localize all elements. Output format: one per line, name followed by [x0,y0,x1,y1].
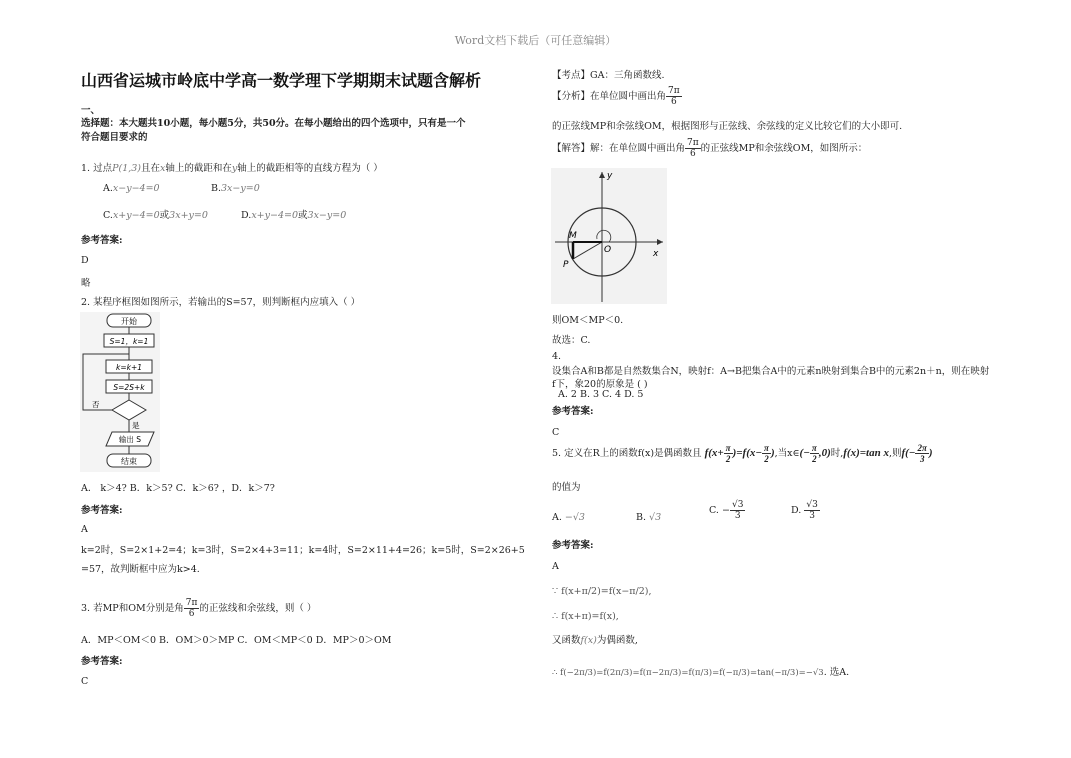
flow-step2: S=2S+k [113,383,145,392]
q5-option-b: B. √3 [636,512,662,523]
q2-explain-line1: k=2时，S=2×1+2=4；k=3时，S=2×4+3=11；k=4时，S=2×11+4=26；k=5时，S=2×26+5 [81,545,525,556]
q1-answer-label: 参考答案: [81,235,123,246]
q1-pre: 1. 过点 [81,163,113,174]
flow-init: S=1，k=1 [109,337,149,346]
q3-frac-den: 6 [188,609,195,619]
q2-stem: 2. 某程序框图如图所示，若输出的S=57，则判断框内应填入（ ） [81,297,361,308]
q1-point: P(1,3) [112,163,142,174]
flow-end: 结束 [121,457,137,466]
flow-start: 开始 [121,317,137,326]
q1-option-b: B.3x−y=0 [211,183,260,194]
q5-solution-4: ∴ f(−2π/3)=f(2π/3)=f(π−2π/3)=f(π/3)=f(−π/3)=tan(−π/3)=−√3. 选A. [552,667,850,678]
q4-options: A. 2 B. 3 C. 4 D. 5 [558,389,644,400]
q3-choose: 故选：C. [552,335,591,346]
q1-option-a: A.x−y−4=0 [103,183,160,194]
q5-solution-1: ∵ f(x+π/2)=f(x−π/2), [552,586,652,597]
flow-yes: 是 [132,421,140,430]
q2-flowchart [80,312,160,472]
q3-frac-num: 7π [185,598,198,608]
q1-explain: 略 [81,278,91,289]
q5-line2: 的值为 [552,482,581,493]
q4-number: 4. [552,351,562,362]
q5-solution-3: 又函数f(x)为偶函数, [552,635,638,646]
q5-answer-label: 参考答案: [552,540,594,551]
q1-x: x [160,163,166,174]
q1-stem [81,160,383,174]
q5-solution-2: ∴ f(x+π)=f(x), [552,611,619,622]
q3-kaodian: 【考点】GA：三角函数线. [552,70,665,81]
flow-output: 输出 S [118,435,142,444]
section-instruction-line2: 符合题目要求的 [81,132,148,143]
q5-answer: A [552,561,559,572]
q5-option-a: A. −√3 [552,512,585,523]
q4-line1: 设集合A和B都是自然数集合N，映射f：A→B把集合A中的元素n映射到集合B中的元素2n＋n，则在映射 [552,366,990,377]
q1-option-d: D.x+y−4=0或3x−y=0 [241,210,347,221]
q2-answer-label: 参考答案: [81,505,123,516]
q1-post: 轴上的截距相等的直线方程为（ ） [237,163,383,174]
section-number: 一、 [81,105,101,116]
page-header: Word文档下载后（可任意编辑） [454,34,617,47]
q5-option-d: D. $\frac{√3}{3}$ [791,500,818,521]
q3-answer: C [81,676,89,687]
q2-answer: A [81,524,88,535]
point-o-label: O [604,245,612,255]
q3-conclusion: 则OM＜MP＜0. [552,315,624,326]
q1-mid1: 且在 [141,163,161,174]
q1-y: y [231,163,238,174]
q3-fenxi-line2: 的正弦线MP和余弦线OM，根据图形与正弦线、余弦线的定义比较它们的大小即可. [552,121,903,132]
q3-jieda: 【解答】解：在单位圆中画出角 $\frac{7\pi}{6}$ 的正弦线MP和余弦线OM，如图所示： [552,138,868,159]
point-p-label: P [563,260,569,270]
section-instruction-line1: 选择题：本大题共10小题，每小题5分，共50分。在每小题给出的四个选项中，只有是一个 [81,118,466,129]
q1-answer: D [81,255,89,266]
axis-x-label: x [653,249,659,259]
page-title: 山西省运城市岭底中学高一数学理下学期期末试题含解析 [81,71,482,90]
q2-options: A． k＞4? B．k＞5? C．k＞6? ，D．k＞7? [81,483,275,494]
q1-mid2: 轴上的截距和在 [165,163,232,174]
q5-stem: 5. 定义在R上的函数f(x)是偶函数且 f(x+ $\frac{\pi}{2}$ )=f(x− $\frac{\pi}{2}$ ),当x∈(− $\frac{\pi}{2}$ ,0)时,f(x)=tan x,则f(− $\frac{2\pi}{3}$ ) [552,443,933,464]
q4-answer: C [552,427,560,438]
q4-line2: f下，象20的原象是 ( ) [552,379,648,390]
q3-answer-label: 参考答案: [81,656,123,667]
flow-no: 否 [92,400,100,409]
axis-y-label: y [607,171,613,181]
q3-fenxi: 【分析】在单位圆中画出角 $\frac{7\pi}{6}$ [552,86,680,107]
q1-option-c: C.x+y−4=0或3x+y=0 [103,210,208,221]
q3-options: A．MP＜OM＜0 B．OM＞0＞MP C．OM＜MP＜0 D．MP＞0＞OM [81,635,392,646]
q2-explain-line2: =57，故判断框中应为k>4. [81,564,200,575]
flow-step1: k=k+1 [115,363,143,372]
q3-stem: 3. 若MP和OM分别是角 $\frac{7\pi}{6}$ 的正弦线和余弦线，则（ ） [81,598,317,619]
point-m-label: M [569,231,577,241]
unit-circle-figure [551,168,667,304]
q4-answer-label: 参考答案: [552,406,594,417]
q5-option-c: C. − $\frac{√3}{3}$ [709,500,744,521]
